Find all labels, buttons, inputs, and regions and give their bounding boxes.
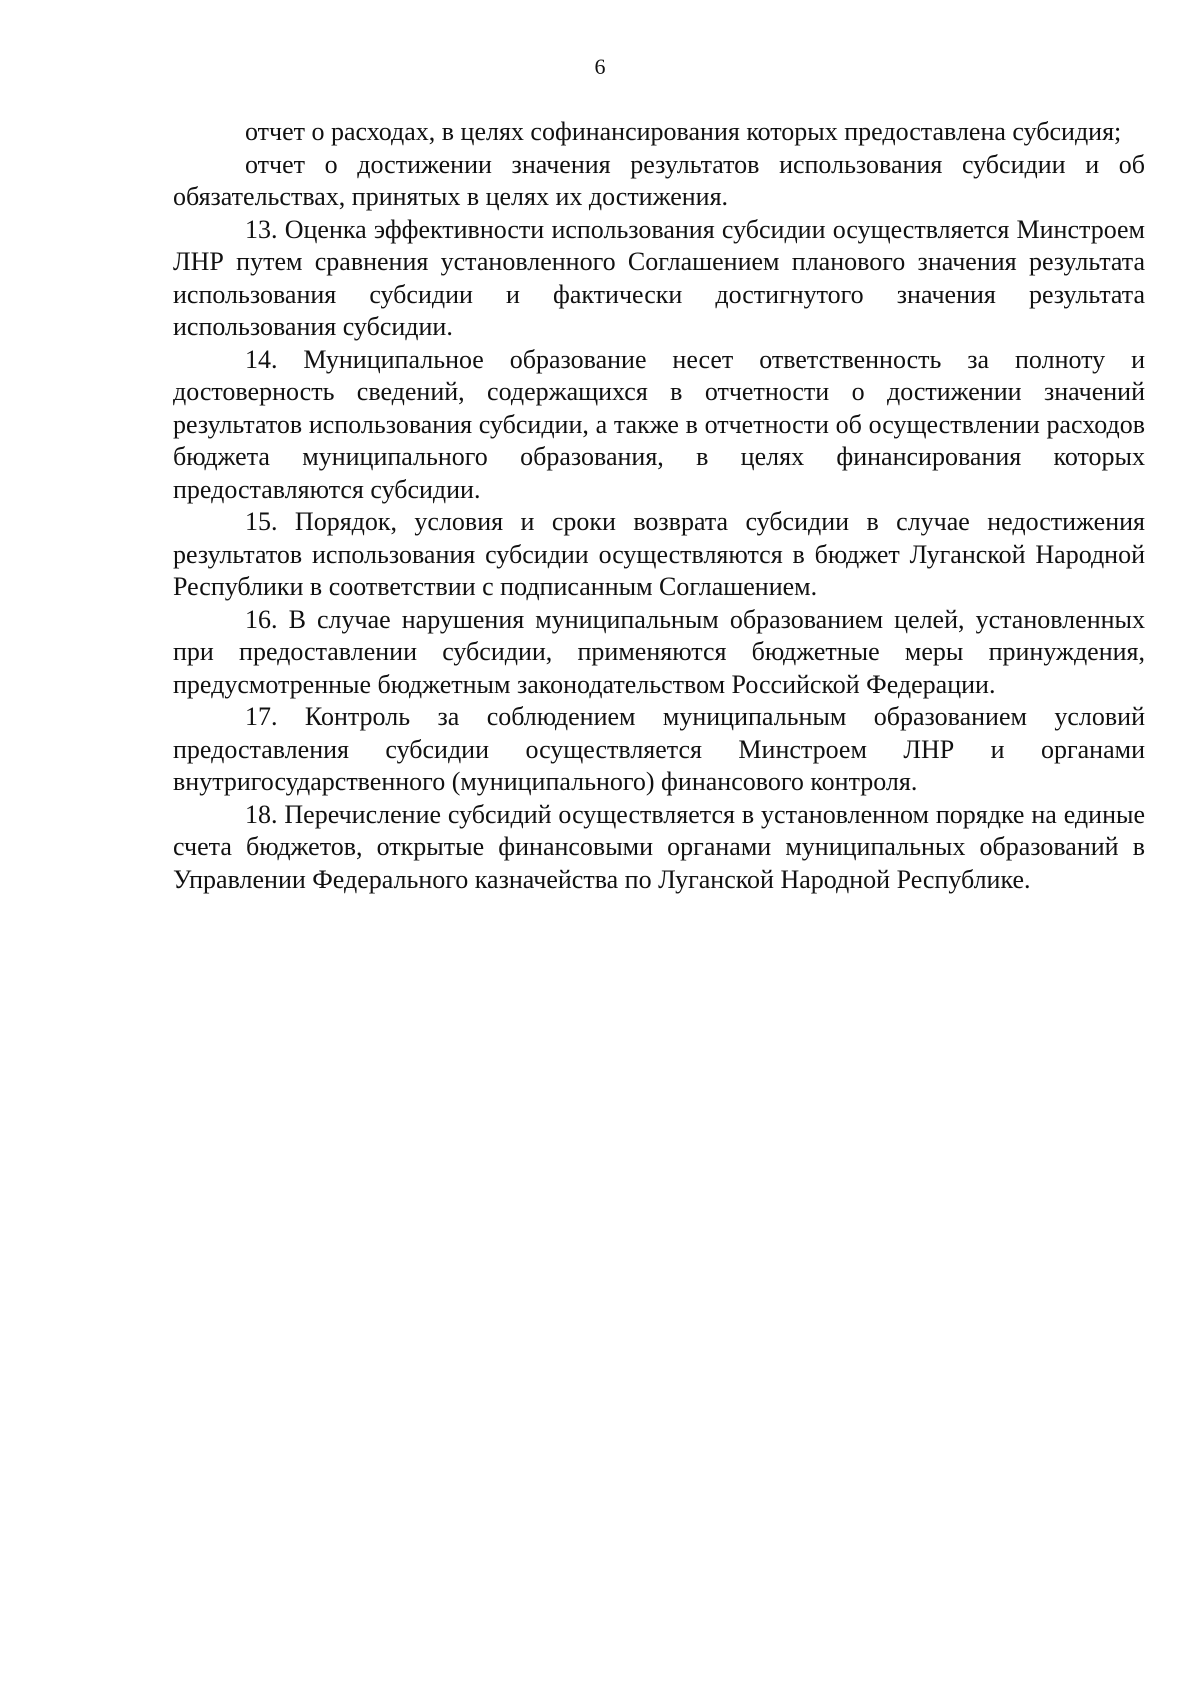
paragraph-15: 15. Порядок, условия и сроки возврата субсидии в случае недостижения результатов использования субсидии осуществляются в бюджет Луганской Народной Республики в соответствии с подписанным Соглашением. bbox=[173, 507, 1145, 601]
paragraph-expense-report: отчет о расходах, в целях софинансирования которых предоставлена субсидия; bbox=[245, 117, 1122, 146]
paragraph-16: 16. В случае нарушения муниципальным образованием целей, установленных при предоставлении субсидии, применяются бюджетные меры принуждения, предусмотренные бюджетным законодательством Российской Федерации. bbox=[173, 604, 1145, 699]
paragraph-results-report: отчет о достижении значения результатов использования субсидии и об обязательствах, принятых в целях их достижения. bbox=[173, 149, 1145, 211]
document-body bbox=[173, 116, 1145, 896]
paragraph-13: 13. Оценка эффективности использования субсидии осуществляется Минстроем ЛНР путем сравнения установленного Соглашением планового значения результата использования субсидии и фактически достигнутого значения результата использования субсидии. bbox=[173, 214, 1145, 341]
paragraph-18: 18. Перечисление субсидий осуществляется в установленном порядке на единые счета бюджетов, открытые финансовыми органами муниципальных образований в Управлении Федерального казначейства по Луганской Народной Республике. bbox=[173, 799, 1145, 894]
page-number: 6 bbox=[594, 54, 606, 79]
paragraph-14: 14. Муниципальное образование несет ответственность за полноту и достоверность сведений, содержащихся в отчетности о достижении значений результатов использования субсидии, а также в отчетности об осуществлении расходов бюджета муниципального образования, в целях финансирования которых предоставляются субсидии. bbox=[173, 344, 1145, 504]
paragraph-17: 17. Контроль за соблюдением муниципальным образованием условий предоставления субсидии осуществляется Минстроем ЛНР и органами внутригосударственного (муниципального) финансового контроля. bbox=[173, 702, 1145, 796]
